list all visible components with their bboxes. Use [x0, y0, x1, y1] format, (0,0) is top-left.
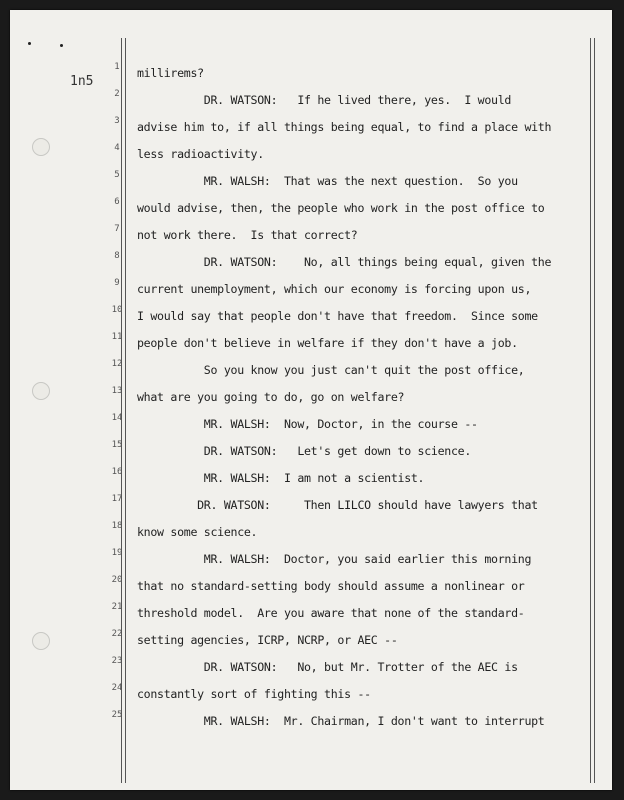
line-17-text: DR. WATSON: Then LILCO should have lawyers that: [137, 498, 538, 512]
line-22-text: setting agencies, ICRP, NCRP, or AEC --: [137, 633, 398, 647]
line-21-text: threshold model. Are you aware that none of the standard-: [137, 606, 525, 620]
line-4-text: less radioactivity.: [137, 147, 264, 161]
line-5-text: MR. WALSH: That was the next question. So you: [137, 174, 518, 188]
line-8-text: DR. WATSON: No, all things being equal, given the: [137, 255, 552, 269]
line-12-number: 12: [111, 359, 123, 369]
line-6-number: 6: [114, 197, 120, 207]
line-20-text: that no standard-setting body should assume a nonlinear or: [137, 579, 525, 593]
line-23-text: DR. WATSON: No, but Mr. Trotter of the AEC is: [137, 660, 518, 674]
line-17-number: 17: [111, 494, 123, 504]
line-9-number: 9: [114, 278, 120, 288]
line-12-text: So you know you just can't quit the post office,: [137, 363, 525, 377]
line-18-text: know some science.: [137, 525, 258, 539]
line-5-number: 5: [114, 170, 120, 180]
line-15-number: 15: [111, 440, 123, 450]
line-16-number: 16: [111, 467, 123, 477]
line-19-text: MR. WALSH: Doctor, you said earlier this morning: [137, 552, 532, 566]
line-10-text: I would say that people don't have that freedom. Since some: [137, 309, 538, 323]
transcript-page: [10, 10, 612, 790]
line-14-number: 14: [111, 413, 123, 423]
line-16-text: MR. WALSH: I am not a scientist.: [137, 471, 425, 485]
line-21-number: 21: [111, 602, 123, 612]
line-18-number: 18: [111, 521, 123, 531]
binder-hole-middle: [32, 382, 50, 400]
line-23-number: 23: [111, 656, 123, 666]
binder-hole-bottom: [32, 632, 50, 650]
line-3-text: advise him to, if all things being equal, to find a place with: [137, 120, 552, 134]
line-10-number: 10: [111, 305, 123, 315]
speck-mark: [28, 42, 31, 45]
line-7-number: 7: [114, 224, 120, 234]
line-20-number: 20: [111, 575, 123, 585]
page-tag: 1n5: [70, 74, 94, 89]
line-13-text: what are you going to do, go on welfare?: [137, 390, 405, 404]
line-19-number: 19: [111, 548, 123, 558]
line-25-text: MR. WALSH: Mr. Chairman, I don't want to interrupt: [137, 714, 545, 728]
line-14-text: MR. WALSH: Now, Doctor, in the course --: [137, 417, 478, 431]
line-15-text: DR. WATSON: Let's get down to science.: [137, 444, 472, 458]
line-2-number: 2: [114, 89, 120, 99]
line-6-text: would advise, then, the people who work in the post office to: [137, 201, 545, 215]
line-25-number: 25: [111, 710, 123, 720]
line-2-text: DR. WATSON: If he lived there, yes. I would: [137, 93, 512, 107]
margin-rule: [590, 38, 591, 783]
line-24-text: constantly sort of fighting this --: [137, 687, 371, 701]
line-1-text: millirems?: [137, 66, 204, 80]
line-8-number: 8: [114, 251, 120, 261]
line-11-number: 11: [111, 332, 123, 342]
line-1-number: 1: [114, 62, 120, 72]
line-11-text: people don't believe in welfare if they don't have a job.: [137, 336, 518, 350]
binder-hole-top: [32, 138, 50, 156]
line-13-number: 13: [111, 386, 123, 396]
line-22-number: 22: [111, 629, 123, 639]
line-24-number: 24: [111, 683, 123, 693]
speck-mark: [60, 44, 63, 47]
line-3-number: 3: [114, 116, 120, 126]
margin-rule: [594, 38, 595, 783]
line-4-number: 4: [114, 143, 120, 153]
line-7-text: not work there. Is that correct?: [137, 228, 358, 242]
line-9-text: current unemployment, which our economy is forcing upon us,: [137, 282, 532, 296]
